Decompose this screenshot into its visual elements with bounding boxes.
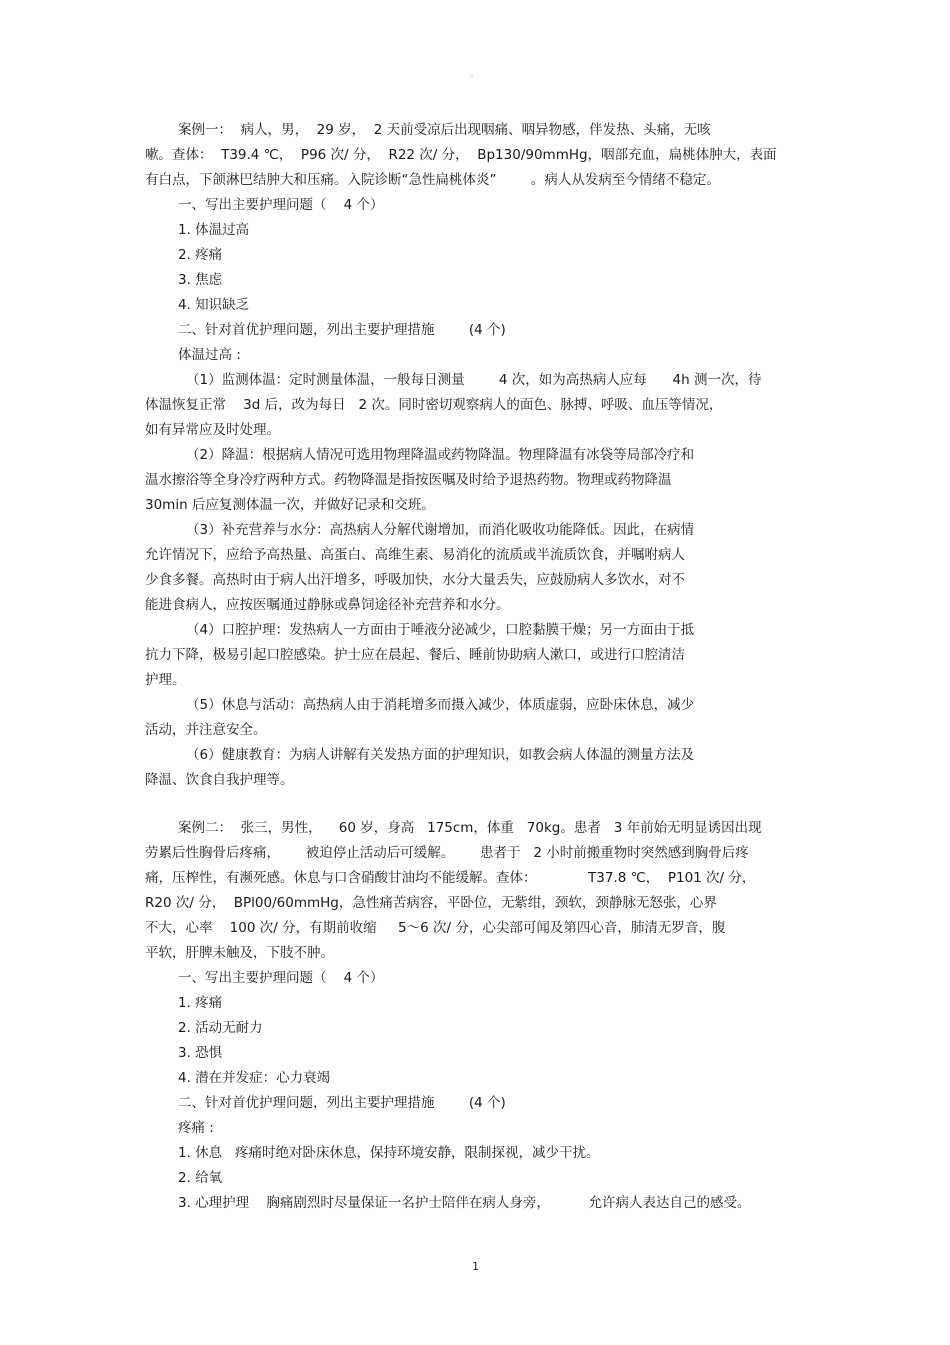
case2-problem-3: 3. 恐惧 bbox=[178, 1045, 223, 1061]
case1-intro-line-2: 嗽。查体： T39.4 ℃， P96 次/ 分， R22 次/ 分， Bp130/90mmHg，咽部充血，扁桃体肿大，表面 bbox=[145, 147, 777, 163]
case1-measure-1-line-1: （1）监测体温：定时测量体温，一般每日测量 4 次，如为高热病人应每 4h 测一次，待 bbox=[186, 372, 762, 388]
case1-measure-5-line-1: （5）休息与活动：高热病人由于消耗增多而摄入减少，体质虚弱，应卧床休息，减少 bbox=[186, 697, 695, 713]
case1-measure-4-line-1: （4）口腔护理：发热病人一方面由于唾液分泌减少，口腔黏膜干燥；另一方面由于抵 bbox=[186, 622, 695, 638]
case2-intro-line-6: 平软，肝脾未触及，下肢不肿。 bbox=[145, 945, 334, 961]
case1-measure-4-line-3: 护理。 bbox=[145, 672, 186, 688]
case2-intro-line-1: 案例二： 张三，男性， 60 岁，身高 175cm，体重 70kg。患者 3 年前始无明显诱因出现 bbox=[178, 820, 762, 836]
case1-measure-6-line-2: 降温、饮食自我护理等。 bbox=[145, 772, 294, 788]
case1-measure-6-line-1: （6）健康教育：为病人讲解有关发热方面的护理知识，如教会病人体温的测量方法及 bbox=[186, 747, 695, 763]
case2-problem-4: 4. 潜在并发症：心力衰竭 bbox=[178, 1070, 331, 1086]
header-mark: 。 bbox=[470, 69, 478, 78]
case1-measure-3-line-4: 能进食病人，应按医嘱通过静脉或鼻饲途径补充营养和水分。 bbox=[145, 597, 510, 613]
case1-measure-4-line-2: 抗力下降，极易引起口腔感染。护士应在晨起、餐后、睡前协助病人漱口，或进行口腔清洁 bbox=[145, 647, 685, 663]
case1-measure-1-line-2: 体温恢复正常 3d 后，改为每日 2 次。同时密切观察病人的面色、脉搏、呼吸、血压等情况， bbox=[145, 397, 723, 413]
case2-problems-heading: 一、写出主要护理问题（ 4 个） bbox=[178, 970, 384, 986]
case2-measure-2: 2. 给氧 bbox=[178, 1170, 223, 1186]
case1-intro-line-3: 有白点，下颌淋巴结肿大和压痛。入院诊断“急性扁桃体炎” 。病人从发病至今情绪不稳定。 bbox=[145, 172, 720, 188]
case2-focus-label: 疼痛 : bbox=[178, 1120, 214, 1136]
case2-intro-line-4: R20 次/ 分， BPl00/60mmHg，急性痛苦病容，平卧位，无紫绀，颈软，颈静脉无怒张，心界 bbox=[145, 895, 717, 911]
case1-measure-3-line-2: 允许情况下，应给予高热量、高蛋白、高维生素、易消化的流质或半流质饮食，并嘱咐病人 bbox=[145, 547, 685, 563]
case1-measure-3-line-3: 少食多餐。高热时由于病人出汗增多，呼吸加快，水分大量丢失，应鼓励病人多饮水，对不 bbox=[145, 572, 685, 588]
case2-measure-3: 3. 心理护理 胸痛剧烈时尽量保证一名护士陪伴在病人身旁， 允许病人表达自己的感受。 bbox=[178, 1195, 751, 1211]
case1-problems-heading: 一、写出主要护理问题（ 4 个） bbox=[178, 197, 384, 213]
case1-measures-heading: 二、针对首优护理问题，列出主要护理措施 (4 个) bbox=[178, 322, 506, 338]
case2-intro-line-2: 劳累后性胸骨后疼痛， 被迫停止活动后可缓解。 患者于 2 小时前搬重物时突然感到胸骨后疼 bbox=[145, 845, 749, 861]
case2-measure-1: 1. 休息 疼痛时绝对卧床休息，保持环境安静，限制探视，减少干扰。 bbox=[178, 1145, 600, 1161]
case1-problem-4: 4. 知识缺乏 bbox=[178, 297, 250, 313]
case1-problem-1: 1. 体温过高 bbox=[178, 222, 250, 238]
case2-intro-line-5: 不大，心率 100 次/ 分，有期前收缩 5～6 次/ 分，心尖部可闻及第四心音，肺清无罗音，腹 bbox=[145, 920, 726, 936]
case1-problem-2: 2. 疼痛 bbox=[178, 247, 223, 263]
case1-problem-3: 3. 焦虑 bbox=[178, 272, 223, 288]
case1-measure-3-line-1: （3）补充营养与水分：高热病人分解代谢增加，而消化吸收功能降低。因此，在病情 bbox=[186, 522, 695, 538]
case2-problem-1: 1. 疼痛 bbox=[178, 995, 223, 1011]
case2-measures-heading: 二、针对首优护理问题，列出主要护理措施 (4 个) bbox=[178, 1095, 506, 1111]
case2-problem-2: 2. 活动无耐力 bbox=[178, 1020, 263, 1036]
case1-measure-2-line-1: （2）降温：根据病人情况可选用物理降温或药物降温。物理降温有冰袋等局部冷疗和 bbox=[186, 447, 695, 463]
case1-intro-line-1: 案例一： 病人，男， 29 岁， 2 天前受凉后出现咽痛、咽异物感，伴发热、头痛，无咳 bbox=[178, 122, 711, 138]
case1-measure-2-line-2: 温水擦浴等全身冷疗两种方式。药物降温是指按医嘱及时给予退热药物。物理或药物降温 bbox=[145, 472, 672, 488]
case1-measure-1-line-3: 如有异常应及时处理。 bbox=[145, 422, 280, 438]
page-number: 1 bbox=[472, 1260, 479, 1273]
case1-measure-2-line-3: 30min 后应复测体温一次，并做好记录和交班。 bbox=[145, 497, 435, 513]
case1-measure-5-line-2: 活动，并注意安全。 bbox=[145, 722, 267, 738]
case2-intro-line-3: 痛，压榨性，有濒死感。休息与口含硝酸甘油均不能缓解。查体： T37.8 ℃， P101 次/ 分， bbox=[145, 870, 756, 886]
case1-focus-label: 体温过高 : bbox=[178, 347, 241, 363]
